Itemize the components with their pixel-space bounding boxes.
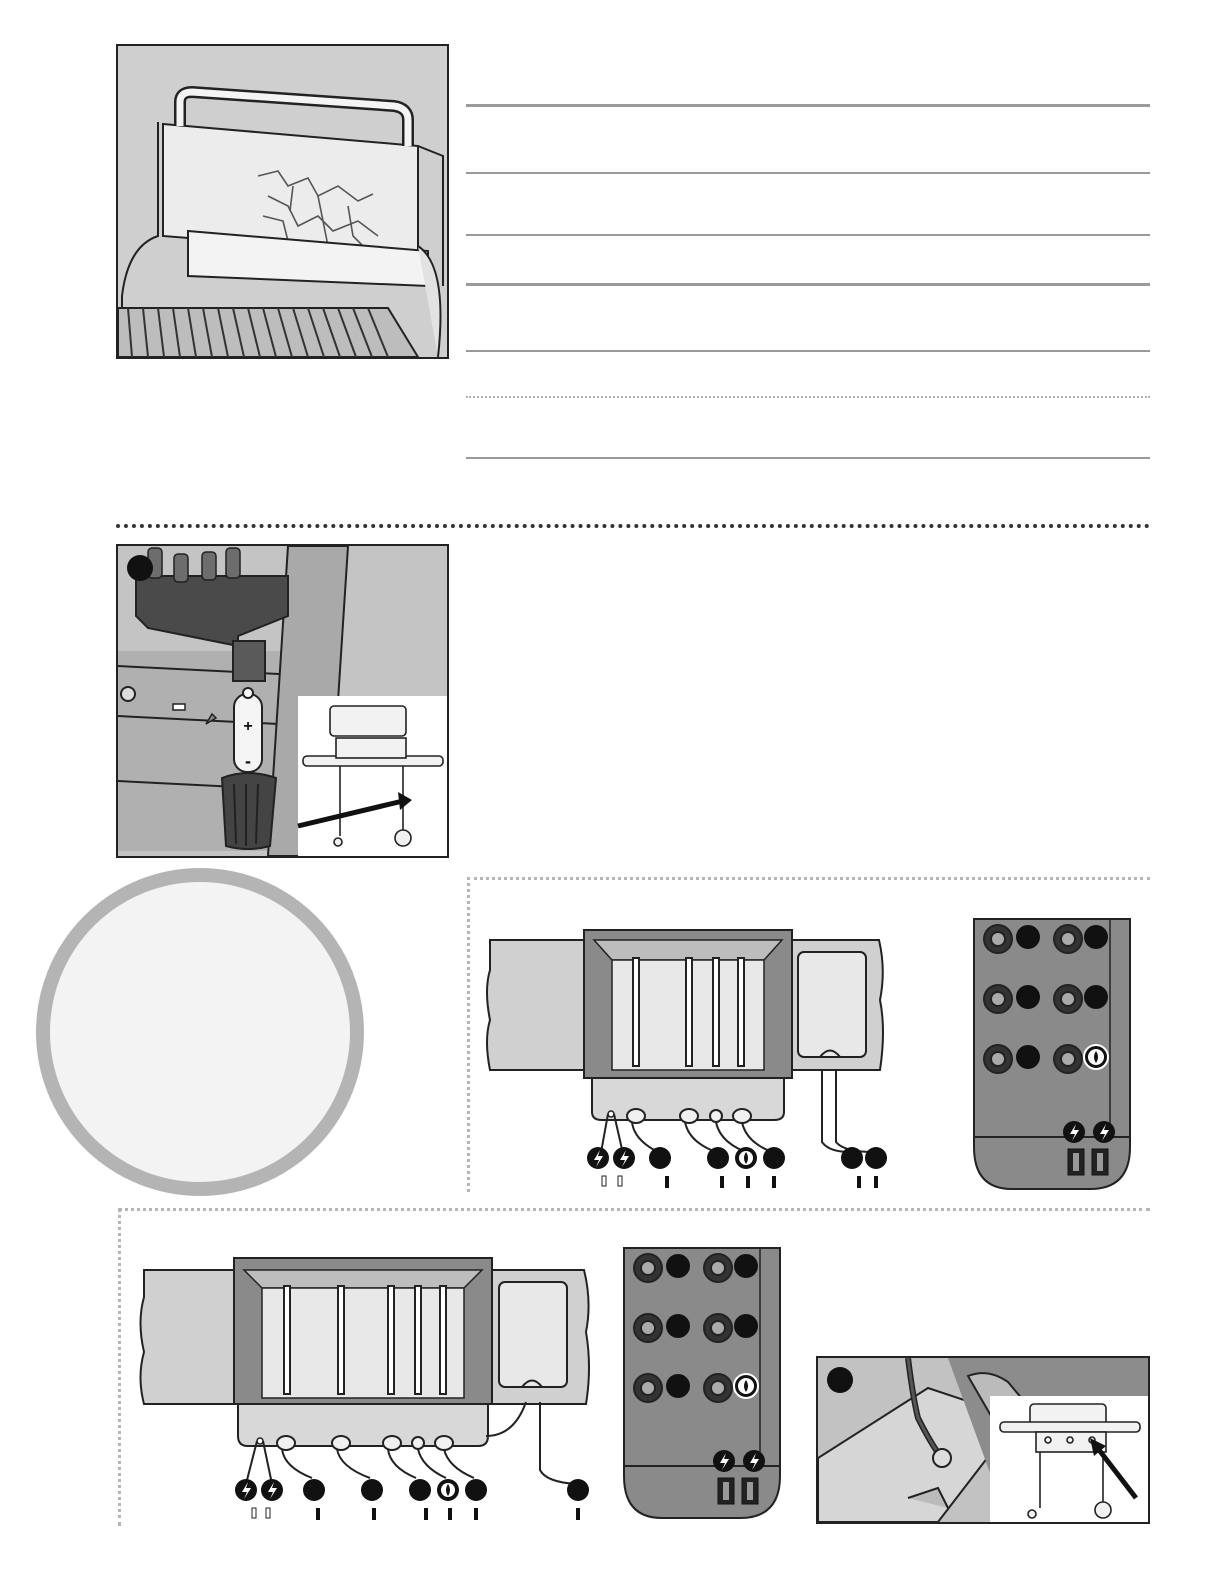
electrode-wire-icon (818, 1358, 1148, 1522)
rule-line (466, 172, 1150, 174)
step-badge (827, 1367, 853, 1393)
battery-illustration-panel (116, 544, 449, 858)
ignition-module-icon (972, 917, 1134, 1190)
lid-illustration-panel (116, 44, 449, 359)
electrode-illustration-panel (816, 1356, 1150, 1524)
wiring-diagram-icon (484, 920, 904, 1195)
four-burner-wiring-diagram (134, 1252, 604, 1524)
rule-line (466, 104, 1150, 107)
diagram-frame-top (118, 1208, 1150, 1211)
three-burner-ignition-module (972, 917, 1134, 1190)
ignition-module-icon (622, 1246, 784, 1519)
diagram-frame-top (467, 877, 1150, 880)
rule-line (466, 350, 1150, 352)
rule-line (466, 457, 1150, 459)
step-badge (127, 555, 153, 581)
rule-line (466, 234, 1150, 236)
info-circle-badge (36, 868, 364, 1196)
four-burner-ignition-module (622, 1246, 784, 1519)
three-burner-wiring-diagram (484, 920, 904, 1195)
grill-lid-open-icon (118, 46, 447, 357)
rule-line (466, 283, 1150, 286)
battery-ignition-icon (118, 546, 447, 856)
diagram-frame-left (467, 877, 470, 1192)
battery-positive-label: + (243, 718, 253, 735)
section-separator (116, 524, 1150, 528)
connector-badges (587, 1147, 887, 1169)
rule-line (466, 396, 1150, 398)
diagram-frame-left (118, 1208, 121, 1526)
battery-negative-label: - (245, 751, 251, 771)
wiring-diagram-icon (134, 1252, 604, 1524)
